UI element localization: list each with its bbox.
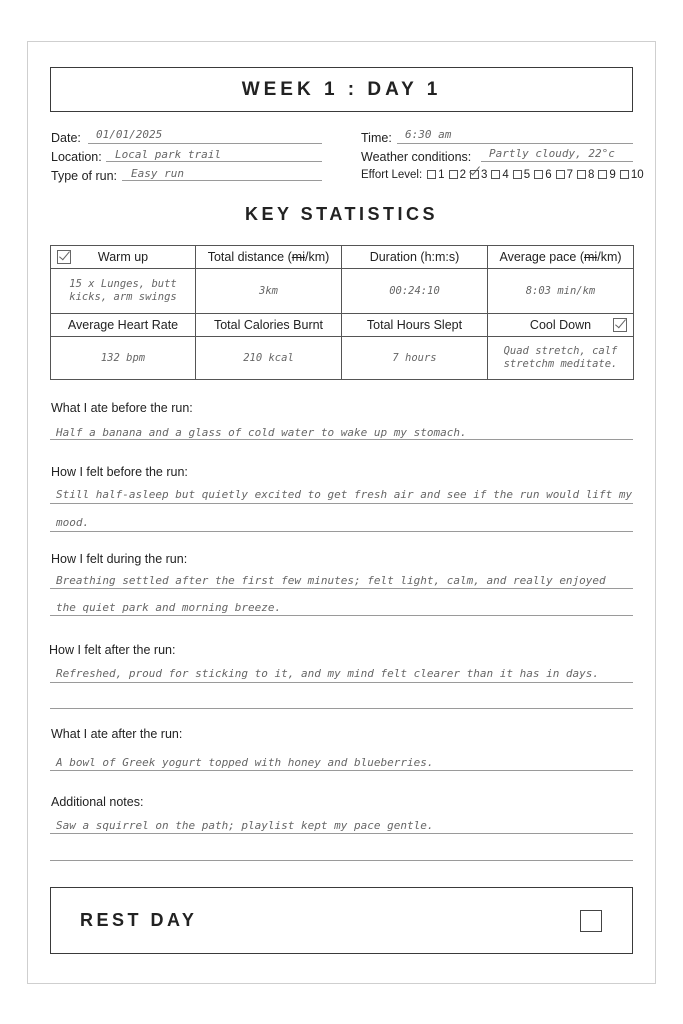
felt-before-answer-line1[interactable]: Still half-asleep but quietly excited to get fresh air and see if the run would lift my	[56, 488, 633, 501]
notes-answer[interactable]: Saw a squirrel on the path; playlist kept my pace gentle.	[56, 819, 434, 832]
distance-header	[196, 246, 342, 269]
answer-line	[50, 770, 633, 771]
run-type-underline	[122, 180, 322, 181]
effort-checkbox-3[interactable]	[470, 170, 479, 179]
cool-down-header	[488, 314, 634, 337]
effort-checkbox-6[interactable]	[534, 170, 543, 179]
distance-header-strike: mi	[291, 250, 305, 264]
ate-before-question: What I ate before the run:	[51, 401, 193, 415]
calories-value[interactable]: 210 kcal	[196, 337, 342, 380]
location-label: Location:	[51, 150, 102, 164]
run-type-label: Type of run:	[51, 169, 118, 183]
warm-up-value[interactable]	[51, 269, 196, 314]
run-type-value[interactable]: Easy run	[131, 167, 184, 180]
effort-options	[425, 169, 645, 181]
answer-line	[50, 833, 633, 834]
answer-line	[50, 439, 633, 440]
effort-checkbox-1[interactable]	[427, 170, 436, 179]
answer-line	[50, 708, 633, 709]
felt-before-question: How I felt before the run:	[51, 465, 188, 479]
answer-line	[50, 503, 633, 504]
table-row	[51, 337, 634, 380]
rest-day-label: REST DAY	[80, 910, 198, 930]
effort-level-2-label: 2	[459, 169, 466, 181]
sleep-header: Total Hours Slept	[342, 314, 488, 337]
cool-down-label: Cool Down	[529, 318, 592, 332]
effort-checkbox-5[interactable]	[513, 170, 522, 179]
warm-up-value-line2: kicks, arm swings	[69, 291, 177, 303]
rest-day-checkbox[interactable]	[580, 910, 602, 932]
answer-line	[50, 531, 633, 532]
heart-rate-value[interactable]: 132 bpm	[51, 337, 196, 380]
distance-value[interactable]: 3km	[196, 269, 342, 314]
ate-after-question: What I ate after the run:	[51, 727, 183, 741]
effort-checkbox-4[interactable]	[491, 170, 500, 179]
page-sheet	[27, 41, 656, 984]
cool-down-value[interactable]	[488, 337, 634, 380]
page-title: WEEK 1 : DAY 1	[50, 67, 633, 112]
pace-header	[488, 246, 634, 269]
notes-question: Additional notes:	[51, 795, 144, 809]
answer-line	[50, 860, 633, 861]
effort-checkbox-9[interactable]	[598, 170, 607, 179]
felt-after-answer[interactable]: Refreshed, proud for sticking to it, and my mind felt clearer than it has in days.	[56, 667, 600, 680]
effort-level-8-label: 8	[588, 169, 595, 181]
key-statistics-table	[50, 245, 634, 380]
effort-checkbox-10[interactable]	[620, 170, 629, 179]
time-value[interactable]: 6:30 am	[405, 128, 452, 141]
warm-up-checkbox[interactable]	[57, 250, 71, 264]
pace-header-a: Average pace (	[499, 250, 585, 264]
warm-up-value-line1: 15 x Lunges, butt	[69, 278, 177, 290]
date-underline	[88, 143, 322, 144]
effort-level-1-label: 1	[438, 169, 445, 181]
felt-before-answer-line2[interactable]: mood.	[56, 516, 90, 529]
date-label: Date:	[51, 131, 81, 145]
ate-after-answer[interactable]: A bowl of Greek yogurt topped with honey and blueberries.	[56, 756, 434, 769]
distance-header-a: Total distance (	[207, 250, 292, 264]
pace-header-strike: mi	[584, 250, 598, 264]
answer-line	[50, 682, 633, 683]
key-statistics-title: KEY STATISTICS	[244, 204, 439, 224]
felt-during-question: How I felt during the run:	[51, 552, 188, 566]
effort-checkbox-2[interactable]	[449, 170, 458, 179]
answer-line	[50, 615, 633, 616]
effort-level-7-label: 7	[566, 169, 573, 181]
effort-label: Effort Level:	[361, 169, 423, 181]
date-value[interactable]: 01/01/2025	[96, 128, 163, 141]
effort-level-4-label: 4	[502, 169, 509, 181]
cool-down-value-line1: Quad stretch, calf	[503, 345, 618, 357]
ate-before-answer[interactable]: Half a banana and a glass of cold water to wake up my stomach.	[56, 426, 467, 439]
felt-during-answer-line2[interactable]: the quiet park and morning breeze.	[56, 601, 282, 614]
calories-header: Total Calories Burnt	[196, 314, 342, 337]
duration-header: Duration (h:m:s)	[342, 246, 488, 269]
table-row	[51, 314, 634, 337]
sleep-value[interactable]: 7 hours	[342, 337, 488, 380]
time-underline	[397, 143, 633, 144]
table-row	[51, 269, 634, 314]
location-value[interactable]: Local park trail	[115, 148, 221, 161]
warm-up-header	[51, 246, 196, 269]
effort-checkbox-8[interactable]	[577, 170, 586, 179]
cool-down-checkbox[interactable]	[613, 318, 627, 332]
effort-level-10-label: 10	[630, 169, 644, 181]
location-underline	[106, 161, 322, 162]
effort-level	[361, 169, 646, 181]
heart-rate-header: Average Heart Rate	[51, 314, 196, 337]
effort-level-5-label: 5	[523, 169, 531, 181]
rest-day-box	[50, 887, 633, 954]
answer-line	[50, 588, 633, 589]
time-label: Time:	[361, 131, 392, 145]
weather-label: Weather conditions:	[361, 150, 472, 164]
felt-after-question: How I felt after the run:	[49, 643, 176, 657]
effort-level-3-label: 3	[480, 169, 488, 181]
pace-value[interactable]: 8:03 min/km	[488, 269, 634, 314]
weather-value[interactable]: Partly cloudy, 22°c	[489, 147, 615, 160]
cool-down-value-line2: stretchm meditate.	[503, 358, 618, 370]
warm-up-label: Warm up	[97, 250, 149, 264]
effort-level-6-label: 6	[545, 169, 552, 181]
effort-level-9-label: 9	[609, 169, 616, 181]
distance-header-b: /km)	[304, 250, 330, 264]
effort-checkbox-7[interactable]	[556, 170, 565, 179]
table-row	[51, 246, 634, 269]
pace-header-b: /km)	[597, 250, 622, 264]
duration-value[interactable]: 00:24:10	[342, 269, 488, 314]
felt-during-answer-line1[interactable]: Breathing settled after the first few minutes; felt light, calm, and really enjoyed	[56, 574, 606, 587]
weather-underline	[481, 161, 633, 162]
